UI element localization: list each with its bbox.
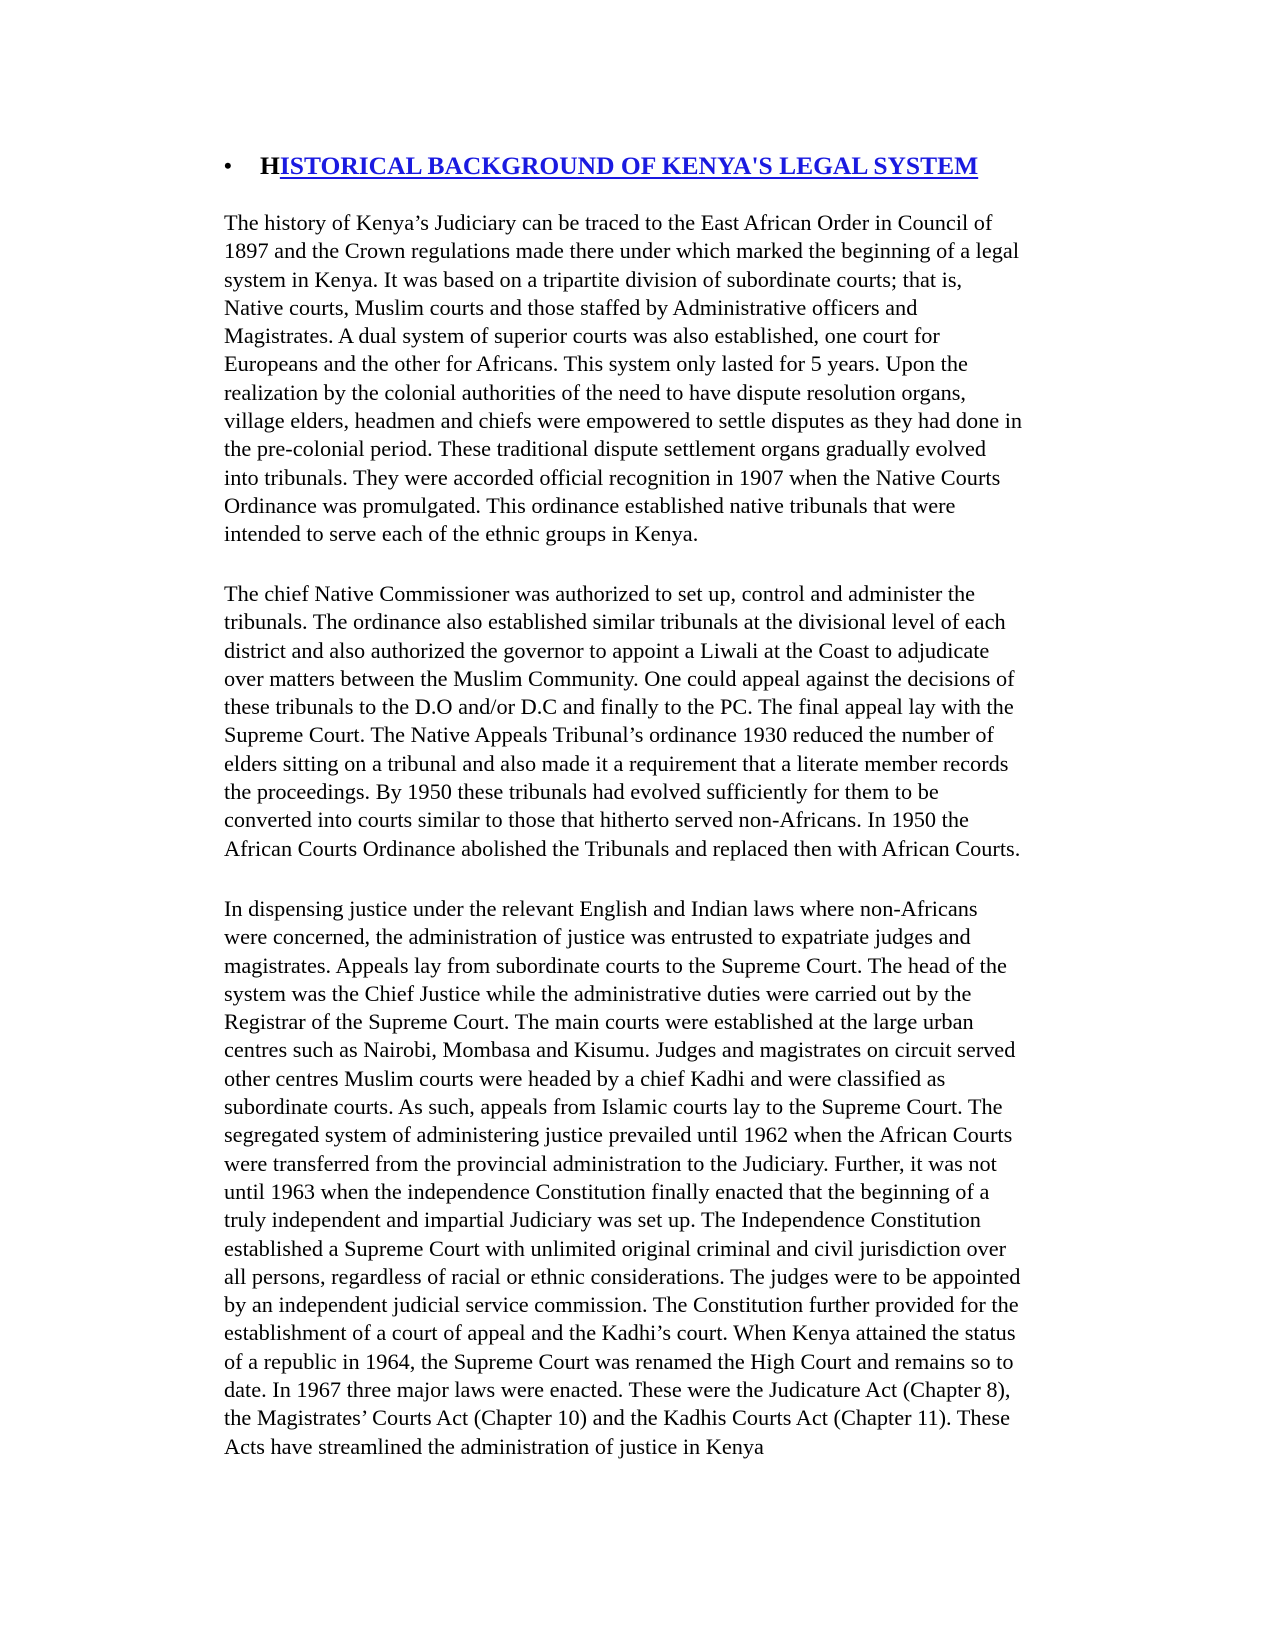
heading-link[interactable]: ISTORICAL BACKGROUND OF KENYA'S LEGAL SYSTEM <box>279 151 979 180</box>
section-heading <box>224 146 1124 186</box>
heading-text <box>260 146 978 186</box>
heading-first-letter: H <box>260 151 280 180</box>
paragraph-justice-administration: In dispensing justice under the relevant English and Indian laws where non-Africans were concerned, the administration of justice was entrusted to expatriate judges and magistrates. Appeals lay from subordinate courts to the Supreme Court. The head of the system was the Chief Justice while the administrative duties were carried out by the Registrar of the Supreme Court. The main courts were established at the large urban centres such as Nairobi, Mombasa and Kisumu. Judges and magistrates on circuit served other centres Muslim courts were headed by a chief Kadhi and were classified as subordinate courts. As such, appeals from Islamic courts lay to the Supreme Court. The segregated system of administering justice prevailed until 1962 when the African Courts were transferred from the provincial administration to the Judiciary. Further, it was not until 1963 when the independence Constitution finally enacted that the beginning of a truly independent and impartial Judiciary was set up. The Independence Constitution established a Supreme Court with unlimited original criminal and civil jurisdiction over all persons, regardless of racial or ethnic considerations. The judges were to be appointed by an independent judicial service commission. The Constitution further provided for the establishment of a court of appeal and the Kadhi’s court. When Kenya attained the status of a republic in 1964, the Supreme Court was renamed the High Court and remains so to date. In 1967 three major laws were enacted. These were the Judicature Act (Chapter 8), the Magistrates’ Courts Act (Chapter 10) and the Kadhis Courts Act (Chapter 11). These Acts have streamlined the administration of justice in Kenya <box>224 896 1021 1459</box>
bullet-icon: • <box>224 153 232 178</box>
paragraph-history: The history of Kenya’s Judiciary can be traced to the East African Order in Council of 1897 and the Crown regulations made there under which marked the beginning of a legal system in Kenya. It was based on a tripartite division of subordinate courts; that is, Native courts, Muslim courts and those staffed by Administrative officers and Magistrates. A dual system of superior courts was also established, one court for Europeans and the other for Africans. This system only lasted for 5 years. Upon the realization by the colonial authorities of the need to have dispute resolution organs, village elders, headmen and chiefs were empowered to settle disputes as they had done in the pre-colonial period. These traditional dispute settlement organs gradually evolved into tribunals. They were accorded official recognition in 1907 when the Native Courts Ordinance was promulgated. This ordinance established native tribunals that were intended to serve each of the ethnic groups in Kenya. <box>224 210 1023 547</box>
paragraph-tribunals: The chief Native Commissioner was authorized to set up, control and administer the tribunals. The ordinance also established similar tribunals at the divisional level of each district and also authorized the governor to appoint a Liwali at the Coast to adjudicate over matters between the Muslim Community. One could appeal against the decisions of these tribunals to the D.O and/or D.C and finally to the PC. The final appeal lay with the Supreme Court. The Native Appeals Tribunal’s ordinance 1930 reduced the number of elders sitting on a tribunal and also made it a requirement that a literate member records the proceedings. By 1950 these tribunals had evolved sufficiently for them to be converted into courts similar to those that hitherto served non-Africans. In 1950 the African Courts Ordinance abolished the Tribunals and replaced then with African Courts. <box>224 581 1021 861</box>
